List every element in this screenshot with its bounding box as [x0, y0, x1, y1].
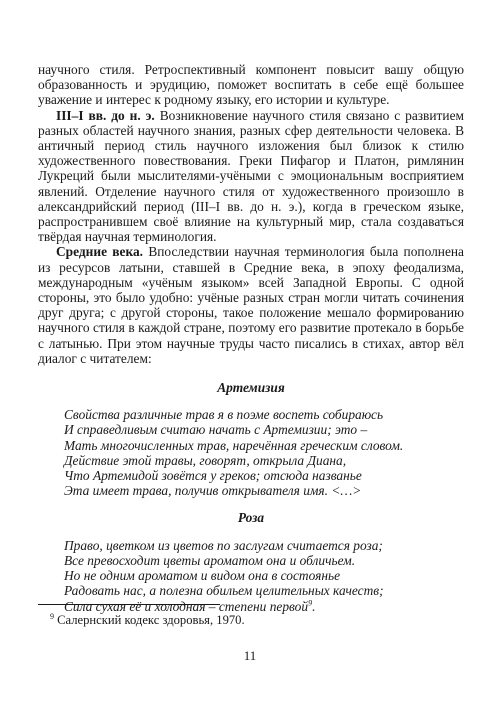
footnote-marker: 9 — [50, 611, 54, 621]
paragraph-lead: Средние века. — [56, 244, 144, 260]
paragraph-text: Впоследствии научная терминология была пополнена из ресурсов латыни, ставшей в Средние века, в эпоху феодализма, международным «учёным языком» всей Западной Европы. С одной стороны, это было удобно: учёные разных стран могли читать сочинения друг друга; с другой стороны, такое положение мешало формированию научного стиля в каждой стране, поэтому его развитие протекало в борьбе с латынью. При этом научные труды часто писались в стихах, автор вёл диалог с читателем: — [38, 244, 464, 366]
poem-line: Действие этой травы, говорят, открыла Диана, — [64, 452, 347, 468]
poem-title-artemisia: Артемизия — [217, 380, 285, 396]
footnote-divider — [38, 604, 220, 605]
paragraph-middle-ages — [38, 244, 464, 366]
page-number: 11 — [243, 648, 257, 663]
poem-line-text: Сила сухая её и холодная – степени первой — [64, 598, 309, 614]
poem-rose — [38, 538, 464, 614]
paragraph-text: Возникновение научного стиля связано с развитием разных областей научного знания, разных сфер деятельности человека. В античный период стиль научного изложения был близок к стилю художественного повествования. Греки Пифагор и Платон, римлянин Лукреций были мыслителями-учёными с эмоциональным восприятием явлений. Отделение научного стиля от художественного произошло в александрийский период (III–I вв. до н. э.), когда в греческом языке, распространившем своё влияние на культурный мир, стала создаваться твёрдая научная терминология. — [38, 107, 464, 245]
poem-line: Но не одним ароматом и видом она в состоянье — [64, 568, 341, 584]
poem-line-last — [64, 599, 464, 614]
poem-line: Все превосходит цветы ароматом она и обличьем. — [64, 552, 356, 568]
paragraph-text: научного стиля. Ретроспективный компонент повысит вашу общую образованность и эрудицию, поможет воспитать в себе ещё большее уважение и интерес к родному языку, его истории и культуре. — [38, 62, 464, 108]
poem-line: Мать многочисленных трав, наречённая греческим словом. — [64, 437, 404, 453]
poem-title-rose: Роза — [237, 510, 265, 526]
poem-line: Эта имеет трава, получив открывателя имя. <…> — [64, 483, 362, 499]
poem-line: И справедливым считаю начать с Артемизии; это – — [64, 422, 368, 438]
footnote-reference[interactable]: 9 — [308, 598, 313, 608]
poem-line-end: . — [312, 598, 316, 614]
body-text — [38, 62, 464, 614]
paragraph-antiquity — [38, 108, 464, 245]
paragraph-intro — [38, 62, 464, 108]
poem-line: Свойства различные трав я в поэме воспеть собираюсь — [64, 407, 384, 423]
paragraph-lead: III–I вв. до н. э. — [56, 107, 155, 123]
poem-line: Что Артемидой зовётся у греков; отсюда названье — [64, 468, 362, 484]
poem-line: Право, цветком из цветов по заслугам считается роза; — [64, 537, 383, 553]
footnote-text: Салернский кодекс здоровья, 1970. — [54, 613, 245, 627]
footnote — [50, 613, 245, 628]
poem-artemisia — [38, 407, 464, 498]
poem-line: Радовать нас, а полезна обильем целительных качеств; — [64, 583, 384, 599]
